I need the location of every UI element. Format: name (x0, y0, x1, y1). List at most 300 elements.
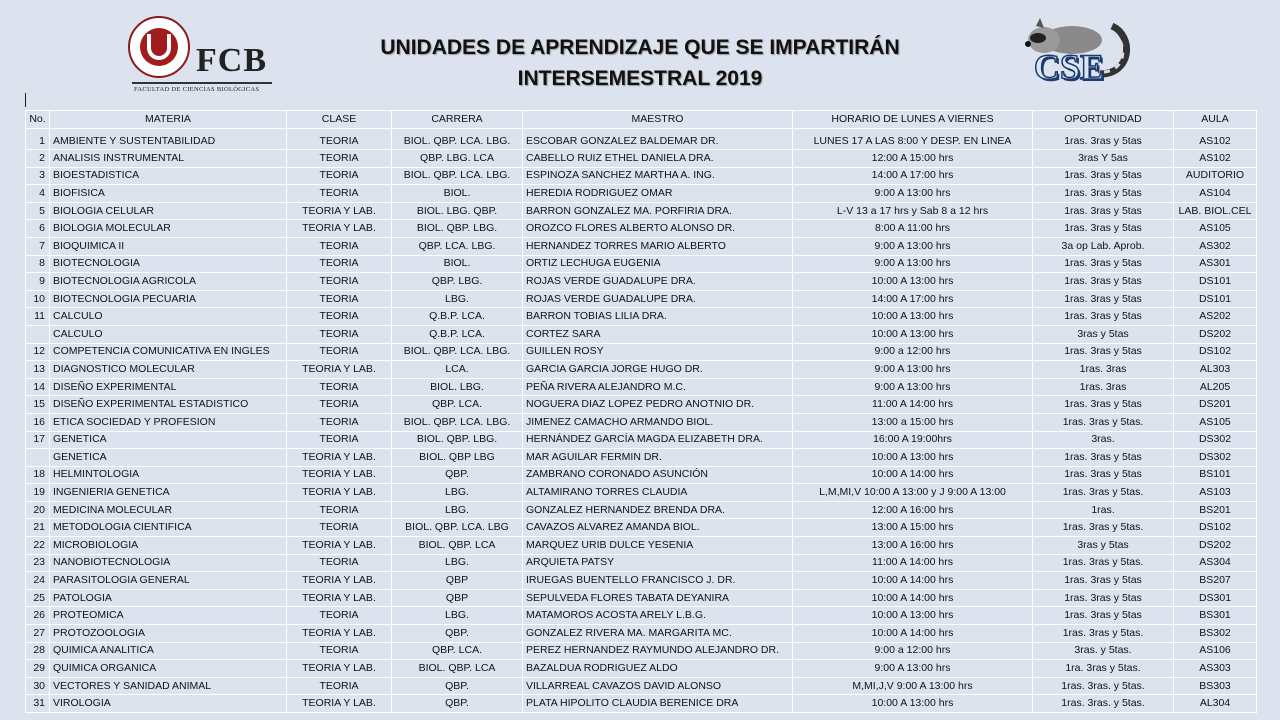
cell-horario: 11:00 A 14:00 hrs (793, 396, 1033, 414)
cell-clase: TEORIA (287, 413, 392, 431)
cell-oportunidad: 1ras. (1033, 501, 1174, 519)
cell-no: 31 (26, 695, 50, 713)
cell-aula: AS103 (1174, 484, 1257, 502)
cell-horario: 10:00 A 14:00 hrs (793, 625, 1033, 643)
cell-no: 28 (26, 642, 50, 660)
cell-carrera: QBP (392, 589, 523, 607)
cell-clase: TEORIA (287, 237, 392, 255)
cell-no: 4 (26, 185, 50, 203)
table-row (26, 537, 1257, 555)
cell-clase: TEORIA Y LAB. (287, 660, 392, 678)
cell-materia: BIOLOGIA CELULAR (50, 202, 287, 220)
cell-aula: LAB. BIOL.CEL (1174, 202, 1257, 220)
cell-no: 9 (26, 273, 50, 291)
cell-aula: DS102 (1174, 343, 1257, 361)
cell-oportunidad: 3ras y 5tas (1033, 325, 1174, 343)
cell-clase: TEORIA (287, 150, 392, 168)
page-title (330, 32, 950, 94)
fcb-logo (128, 16, 274, 96)
cell-maestro: MAR AGUILAR FERMIN DR. (523, 449, 793, 467)
cell-no (26, 449, 50, 467)
cell-clase: TEORIA (287, 255, 392, 273)
cell-maestro: ARQUIETA PATSY (523, 554, 793, 572)
cell-maestro: GONZALEZ RIVERA MA. MARGARITA MC. (523, 625, 793, 643)
cell-materia: MEDICINA MOLECULAR (50, 501, 287, 519)
cell-maestro: GUILLEN ROSY (523, 343, 793, 361)
cell-oportunidad: 1ras. 3ras y 5tas (1033, 167, 1174, 185)
cell-maestro: GONZALEZ HERNANDEZ BRENDA DRA. (523, 501, 793, 519)
cell-carrera: BIOL. (392, 185, 523, 203)
table-row (26, 220, 1257, 238)
cell-maestro: CORTEZ SARA (523, 325, 793, 343)
cell-no: 17 (26, 431, 50, 449)
cell-aula: BS201 (1174, 501, 1257, 519)
cell-carrera: QBP. (392, 625, 523, 643)
cell-no: 11 (26, 308, 50, 326)
cell-maestro: ALTAMIRANO TORRES CLAUDIA (523, 484, 793, 502)
table-row (26, 554, 1257, 572)
cell-carrera: QBP (392, 572, 523, 590)
cell-materia: BIOTECNOLOGIA PECUARIA (50, 290, 287, 308)
cell-carrera: BIOL. QBP. LCA. LBG (392, 519, 523, 537)
cell-no: 27 (26, 625, 50, 643)
cell-maestro: HERNÁNDEZ GARCÍA MAGDA ELIZABETH DRA. (523, 431, 793, 449)
cell-carrera: BIOL. QBP. LBG. (392, 220, 523, 238)
cell-oportunidad: 1ras. 3ras y 5tas (1033, 308, 1174, 326)
table-row (26, 378, 1257, 396)
cell-carrera: BIOL. QBP. LCA. LBG. (392, 167, 523, 185)
cell-oportunidad: 3ras y 5tas (1033, 537, 1174, 555)
table-row (26, 361, 1257, 379)
cse-logo-text: CSE (1034, 47, 1105, 87)
cell-no: 8 (26, 255, 50, 273)
cell-materia: COMPETENCIA COMUNICATIVA EN INGLES (50, 343, 287, 361)
table-row (26, 695, 1257, 713)
cell-materia: BIOTECNOLOGIA AGRICOLA (50, 273, 287, 291)
cell-no: 20 (26, 501, 50, 519)
table-row (26, 589, 1257, 607)
cell-clase: TEORIA (287, 308, 392, 326)
table-row (26, 642, 1257, 660)
cell-materia: QUIMICA ANALITICA (50, 642, 287, 660)
cell-oportunidad: 3a op Lab. Aprob. (1033, 237, 1174, 255)
cell-no: 13 (26, 361, 50, 379)
cell-horario: 13:00 A 15:00 hrs (793, 519, 1033, 537)
cell-carrera: BIOL. QBP. LCA. LBG. (392, 129, 523, 150)
cell-aula: AS202 (1174, 308, 1257, 326)
table-row (26, 484, 1257, 502)
cell-horario: 9:00 a 12:00 hrs (793, 343, 1033, 361)
table-row (26, 290, 1257, 308)
cell-maestro: PEÑA RIVERA ALEJANDRO M.C. (523, 378, 793, 396)
cell-maestro: GARCIA GARCIA JORGE HUGO DR. (523, 361, 793, 379)
cell-aula: AS303 (1174, 660, 1257, 678)
cell-aula: AL205 (1174, 378, 1257, 396)
cell-carrera: BIOL. LBG. QBP. (392, 202, 523, 220)
cell-oportunidad: 1ras. 3ras y 5tas (1033, 185, 1174, 203)
cell-aula: DS202 (1174, 325, 1257, 343)
cell-aula: AS301 (1174, 255, 1257, 273)
cell-materia: ETICA SOCIEDAD Y PROFESION (50, 413, 287, 431)
table-row (26, 607, 1257, 625)
cell-carrera: LBG. (392, 501, 523, 519)
table-row (26, 519, 1257, 537)
table-row (26, 413, 1257, 431)
cell-clase: TEORIA (287, 185, 392, 203)
cell-aula: DS302 (1174, 449, 1257, 467)
cell-clase: TEORIA (287, 378, 392, 396)
cell-materia: INGENIERIA GENETICA (50, 484, 287, 502)
header-no: No. (26, 111, 50, 129)
courses-table (25, 110, 1257, 713)
cell-horario: 13:00 A 16:00 hrs (793, 537, 1033, 555)
table-row (26, 677, 1257, 695)
cell-horario: 10:00 A 13:00 hrs (793, 308, 1033, 326)
cell-carrera: BIOL. LBG. (392, 378, 523, 396)
cell-materia: PROTOZOOLOGIA (50, 625, 287, 643)
cell-materia: ANALISIS INSTRUMENTAL (50, 150, 287, 168)
cell-horario: 10:00 A 13:00 hrs (793, 607, 1033, 625)
cell-carrera: BIOL. QBP LBG (392, 449, 523, 467)
header-maestro: MAESTRO (523, 111, 793, 129)
cell-clase: TEORIA Y LAB. (287, 589, 392, 607)
cell-aula: BS301 (1174, 607, 1257, 625)
cell-maestro: ROJAS VERDE GUADALUPE DRA. (523, 273, 793, 291)
cell-maestro: MATAMOROS ACOSTA ARELY L.B.G. (523, 607, 793, 625)
cell-oportunidad: 1ras. 3ras y 5tas (1033, 273, 1174, 291)
cell-maestro: PLATA HIPOLITO CLAUDIA BERENICE DRA (523, 695, 793, 713)
cell-clase: TEORIA (287, 167, 392, 185)
cell-maestro: ORTIZ LECHUGA EUGENIA (523, 255, 793, 273)
cell-aula: DS201 (1174, 396, 1257, 414)
cell-aula: DS102 (1174, 519, 1257, 537)
cell-clase: TEORIA (287, 325, 392, 343)
table-row (26, 202, 1257, 220)
cell-oportunidad: 1ra. 3ras y 5tas. (1033, 660, 1174, 678)
cell-materia: GENETICA (50, 431, 287, 449)
cell-horario: 10:00 A 13:00 hrs (793, 325, 1033, 343)
cell-materia: NANOBIOTECNOLOGIA (50, 554, 287, 572)
cell-oportunidad: 3ras. (1033, 431, 1174, 449)
table-row (26, 129, 1257, 150)
cell-carrera: BIOL. QBP. LCA. LBG. (392, 413, 523, 431)
cell-maestro: PEREZ HERNANDEZ RAYMUNDO ALEJANDRO DR. (523, 642, 793, 660)
cell-oportunidad: 1ras. 3ras y 5tas (1033, 449, 1174, 467)
cell-carrera: BIOL. QBP. LBG. (392, 431, 523, 449)
cell-materia: DISEÑO EXPERIMENTAL (50, 378, 287, 396)
cell-clase: TEORIA (287, 273, 392, 291)
cell-oportunidad: 1ras. 3ras y 5tas. (1033, 413, 1174, 431)
cell-no: 23 (26, 554, 50, 572)
cell-materia: METODOLOGIA CIENTIFICA (50, 519, 287, 537)
cell-carrera: QBP. (392, 695, 523, 713)
cell-no: 25 (26, 589, 50, 607)
cell-oportunidad: 1ras. 3ras y 5tas (1033, 572, 1174, 590)
cell-carrera: BIOL. QBP. LCA. LBG. (392, 343, 523, 361)
table-row (26, 625, 1257, 643)
cell-carrera: QBP. LBG. (392, 273, 523, 291)
cell-carrera: Q.B.P. LCA. (392, 325, 523, 343)
cell-oportunidad: 1ras. 3ras. y 5tas. (1033, 695, 1174, 713)
cell-no: 6 (26, 220, 50, 238)
cell-materia: BIOFISICA (50, 185, 287, 203)
cell-aula: DS101 (1174, 290, 1257, 308)
cell-maestro: ESPINOZA SANCHEZ MARTHA A. ING. (523, 167, 793, 185)
cell-clase: TEORIA Y LAB. (287, 695, 392, 713)
cell-oportunidad: 1ras. 3ras y 5tas. (1033, 484, 1174, 502)
cell-no: 22 (26, 537, 50, 555)
cell-maestro: BARRON TOBIAS LILIA DRA. (523, 308, 793, 326)
cell-no: 3 (26, 167, 50, 185)
cell-materia: CALCULO (50, 308, 287, 326)
cell-no: 1 (26, 129, 50, 150)
cell-no: 10 (26, 290, 50, 308)
table-body (26, 129, 1257, 713)
cell-carrera: QBP. (392, 677, 523, 695)
cell-oportunidad: 1ras. 3ras y 5tas. (1033, 519, 1174, 537)
cell-clase: TEORIA (287, 129, 392, 150)
cell-clase: TEORIA (287, 431, 392, 449)
cell-horario: 9:00 A 13:00 hrs (793, 660, 1033, 678)
cell-no: 2 (26, 150, 50, 168)
cell-aula: AS105 (1174, 413, 1257, 431)
cell-aula: AS102 (1174, 150, 1257, 168)
cell-no (26, 325, 50, 343)
cell-carrera: LBG. (392, 484, 523, 502)
cell-maestro: ZAMBRANO CORONADO ASUNCIÓN (523, 466, 793, 484)
cell-materia: BIOLOGIA MOLECULAR (50, 220, 287, 238)
cell-clase: TEORIA Y LAB. (287, 625, 392, 643)
cell-oportunidad: 1ras. 3ras y 5tas (1033, 589, 1174, 607)
table-row (26, 396, 1257, 414)
cell-maestro: OROZCO FLORES ALBERTO ALONSO DR. (523, 220, 793, 238)
table-row (26, 501, 1257, 519)
cell-oportunidad: 1ras. 3ras y 5tas (1033, 396, 1174, 414)
cell-maestro: CABELLO RUIZ ETHEL DANIELA DRA. (523, 150, 793, 168)
cell-maestro: SEPULVEDA FLORES TABATA DEYANIRA (523, 589, 793, 607)
cell-clase: TEORIA Y LAB. (287, 484, 392, 502)
header-clase: CLASE (287, 111, 392, 129)
cell-oportunidad: 3ras Y 5as (1033, 150, 1174, 168)
cell-oportunidad: 1ras. 3ras y 5tas. (1033, 554, 1174, 572)
cell-clase: TEORIA (287, 677, 392, 695)
cell-no: 18 (26, 466, 50, 484)
cell-clase: TEORIA Y LAB. (287, 572, 392, 590)
cell-no: 29 (26, 660, 50, 678)
cell-clase: TEORIA (287, 642, 392, 660)
cell-clase: TEORIA Y LAB. (287, 361, 392, 379)
cell-horario: 12:00 A 16:00 hrs (793, 501, 1033, 519)
cell-oportunidad: 3ras. y 5tas. (1033, 642, 1174, 660)
table-row (26, 150, 1257, 168)
cell-horario: L,M,MI,V 10:00 A 13:00 y J 9:00 A 13:00 (793, 484, 1033, 502)
cell-aula: BS303 (1174, 677, 1257, 695)
cell-no: 15 (26, 396, 50, 414)
table-row (26, 325, 1257, 343)
cell-materia: VECTORES Y SANIDAD ANIMAL (50, 677, 287, 695)
cell-aula: AS105 (1174, 220, 1257, 238)
cell-carrera: QBP. LBG. LCA (392, 150, 523, 168)
cell-no: 24 (26, 572, 50, 590)
cell-oportunidad: 1ras. 3ras y 5tas (1033, 129, 1174, 150)
cell-carrera: BIOL. QBP. LCA (392, 537, 523, 555)
cell-maestro: HERNANDEZ TORRES MARIO ALBERTO (523, 237, 793, 255)
fcb-logo-text: FCB (196, 42, 267, 79)
cell-carrera: LBG. (392, 290, 523, 308)
cell-clase: TEORIA (287, 343, 392, 361)
cell-maestro: BARRON GONZALEZ MA. PORFIRIA DRA. (523, 202, 793, 220)
cell-aula: AS106 (1174, 642, 1257, 660)
header-horario: HORARIO DE LUNES A VIERNES (793, 111, 1033, 129)
cell-oportunidad: 1ras. 3ras y 5tas. (1033, 625, 1174, 643)
cell-horario: 12:00 A 15:00 hrs (793, 150, 1033, 168)
cell-horario: 13:00 a 15:00 hrs (793, 413, 1033, 431)
cell-materia: PATOLOGIA (50, 589, 287, 607)
cell-carrera: BIOL. (392, 255, 523, 273)
table-row (26, 466, 1257, 484)
cell-maestro: NOGUERA DIAZ LOPEZ PEDRO ANOTNIO DR. (523, 396, 793, 414)
cell-clase: TEORIA (287, 607, 392, 625)
cell-carrera: LCA. (392, 361, 523, 379)
cell-maestro: IRUEGAS BUENTELLO FRANCISCO J. DR. (523, 572, 793, 590)
cell-aula: AS104 (1174, 185, 1257, 203)
cell-materia: CALCULO (50, 325, 287, 343)
header-carrera: CARRERA (392, 111, 523, 129)
table-row (26, 185, 1257, 203)
cell-aula: AS102 (1174, 129, 1257, 150)
cell-clase: TEORIA (287, 554, 392, 572)
cell-no: 19 (26, 484, 50, 502)
cse-logo (1022, 16, 1142, 86)
title-line-2: INTERSEMESTRAL 2019 (517, 67, 763, 90)
cell-aula: DS101 (1174, 273, 1257, 291)
cell-aula: AS302 (1174, 237, 1257, 255)
cell-horario: 9:00 A 13:00 hrs (793, 378, 1033, 396)
fcb-logo-subtitle: FACULTAD DE CIENCIAS BIOLÓGICAS (134, 86, 260, 93)
table-row (26, 343, 1257, 361)
cell-horario: M,MI,J,V 9:00 A 13:00 hrs (793, 677, 1033, 695)
cell-clase: TEORIA Y LAB. (287, 537, 392, 555)
table-row (26, 273, 1257, 291)
title-line-1: UNIDADES DE APRENDIZAJE QUE SE IMPARTIRÁN (380, 36, 900, 59)
cell-oportunidad: 1ras. 3ras y 5tas (1033, 343, 1174, 361)
cell-aula: BS302 (1174, 625, 1257, 643)
cell-aula: AUDITORIO (1174, 167, 1257, 185)
cell-maestro: ESCOBAR GONZALEZ BALDEMAR DR. (523, 129, 793, 150)
cell-horario: 10:00 A 13:00 hrs (793, 273, 1033, 291)
cell-carrera: LBG. (392, 554, 523, 572)
cell-horario: 14:00 A 17:00 hrs (793, 290, 1033, 308)
cell-maestro: ROJAS VERDE GUADALUPE DRA. (523, 290, 793, 308)
table-row (26, 308, 1257, 326)
cell-horario: 9:00 A 13:00 hrs (793, 361, 1033, 379)
table-row (26, 449, 1257, 467)
cell-horario: 16:00 A 19:00hrs (793, 431, 1033, 449)
cell-aula: BS207 (1174, 572, 1257, 590)
cell-materia: MICROBIOLOGIA (50, 537, 287, 555)
cell-carrera: Q.B.P. LCA. (392, 308, 523, 326)
table-row (26, 255, 1257, 273)
cell-horario: 10:00 A 13:00 hrs (793, 695, 1033, 713)
cell-horario: 8:00 A 11:00 hrs (793, 220, 1033, 238)
cell-horario: 14:00 A 17:00 hrs (793, 167, 1033, 185)
cell-oportunidad: 1ras. 3ras y 5tas (1033, 255, 1174, 273)
table-row (26, 237, 1257, 255)
cell-no: 16 (26, 413, 50, 431)
cell-maestro: VILLARREAL CAVAZOS DAVID ALONSO (523, 677, 793, 695)
cell-aula: BS101 (1174, 466, 1257, 484)
cell-clase: TEORIA (287, 519, 392, 537)
cell-no: 21 (26, 519, 50, 537)
table-row (26, 167, 1257, 185)
cell-carrera: QBP. LCA. (392, 642, 523, 660)
cell-materia: GENETICA (50, 449, 287, 467)
cell-no: 26 (26, 607, 50, 625)
cell-aula: DS202 (1174, 537, 1257, 555)
cell-oportunidad: 1ras. 3ras y 5tas (1033, 290, 1174, 308)
cell-oportunidad: 1ras. 3ras y 5tas (1033, 202, 1174, 220)
cell-no: 7 (26, 237, 50, 255)
cell-maestro: HEREDIA RODRIGUEZ OMAR (523, 185, 793, 203)
cell-oportunidad: 1ras. 3ras y 5tas (1033, 220, 1174, 238)
cell-materia: DISEÑO EXPERIMENTAL ESTADISTICO (50, 396, 287, 414)
cell-horario: LUNES 17 A LAS 8:00 Y DESP. EN LINEA (793, 129, 1033, 150)
cell-no: 5 (26, 202, 50, 220)
cell-materia: QUIMICA ORGANICA (50, 660, 287, 678)
text-cursor (25, 93, 26, 107)
cell-clase: TEORIA (287, 290, 392, 308)
cell-clase: TEORIA Y LAB. (287, 449, 392, 467)
cell-materia: BIOQUIMICA II (50, 237, 287, 255)
cell-aula: DS301 (1174, 589, 1257, 607)
cell-oportunidad: 1ras. 3ras y 5tas (1033, 466, 1174, 484)
cell-aula: AL304 (1174, 695, 1257, 713)
cell-clase: TEORIA Y LAB. (287, 466, 392, 484)
cell-clase: TEORIA (287, 396, 392, 414)
cell-carrera: QBP. (392, 466, 523, 484)
cell-maestro: JIMENEZ CAMACHO ARMANDO BIOL. (523, 413, 793, 431)
cell-horario: 10:00 A 13:00 hrs (793, 449, 1033, 467)
cell-horario: 9:00 a 12:00 hrs (793, 642, 1033, 660)
cell-maestro: CAVAZOS ALVAREZ AMANDA BIOL. (523, 519, 793, 537)
cell-horario: 10:00 A 14:00 hrs (793, 572, 1033, 590)
cell-carrera: QBP. LCA. (392, 396, 523, 414)
cell-horario: 11:00 A 14:00 hrs (793, 554, 1033, 572)
cell-no: 14 (26, 378, 50, 396)
cell-carrera: LBG. (392, 607, 523, 625)
cell-horario: L-V 13 a 17 hrs y Sab 8 a 12 hrs (793, 202, 1033, 220)
table-row (26, 572, 1257, 590)
cell-aula: AS304 (1174, 554, 1257, 572)
cell-materia: BIOTECNOLOGIA (50, 255, 287, 273)
cell-materia: PROTEOMICA (50, 607, 287, 625)
cell-oportunidad: 1ras. 3ras. y 5tas. (1033, 677, 1174, 695)
cell-aula: AL303 (1174, 361, 1257, 379)
cell-materia: HELMINTOLOGIA (50, 466, 287, 484)
cell-materia: BIOESTADISTICA (50, 167, 287, 185)
cell-horario: 9:00 A 13:00 hrs (793, 185, 1033, 203)
cell-maestro: MARQUEZ URIB DULCE YESENIA (523, 537, 793, 555)
header-aula: AULA (1174, 111, 1257, 129)
table-row (26, 660, 1257, 678)
university-seal-icon (128, 16, 190, 78)
cell-aula: DS302 (1174, 431, 1257, 449)
table-header-row (26, 111, 1257, 129)
cell-horario: 9:00 A 13:00 hrs (793, 255, 1033, 273)
cell-materia: DIAGNOSTICO MOLECULAR (50, 361, 287, 379)
cell-carrera: QBP. LCA. LBG. (392, 237, 523, 255)
cell-no: 30 (26, 677, 50, 695)
